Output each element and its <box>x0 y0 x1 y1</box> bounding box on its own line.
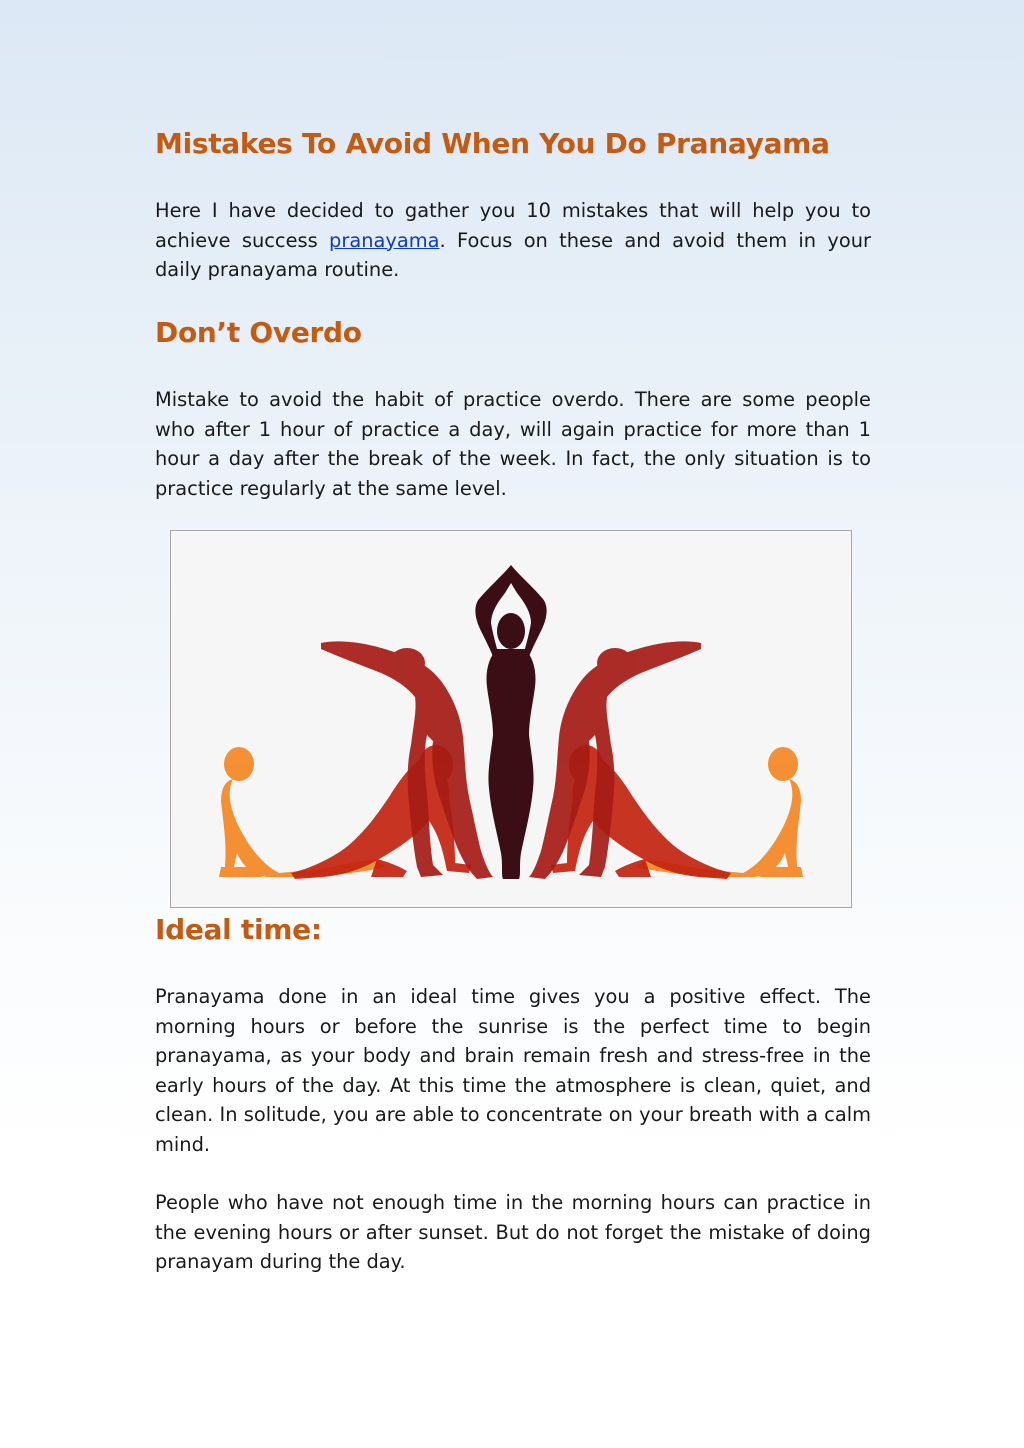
section-paragraph-evening-practice: People who have not enough time in the morning hours can practice in the evening hours or after sunset. But do not forget the mistake of doing pranayam during the day. <box>155 1191 871 1273</box>
yoga-poses-figure <box>170 530 852 908</box>
section-paragraph-dont-overdo: Mistake to avoid the habit of practice overdo. There are some people who after 1 hour of practice a day, will again practice for more than 1 hour a day after the break of the week. In fact, the only situation is to practice regularly at the same level. <box>155 388 871 500</box>
crimson-figure-right <box>529 641 701 879</box>
intro-text-after-link: . Focus on these and avoid them in your daily pranayama routine. <box>155 228 871 281</box>
intro-text-before-link: Here I have decided to gather you 10 mistakes that will help you to achieve success <box>155 199 871 252</box>
section-heading-ideal-time: Ideal time: <box>155 913 322 946</box>
intro-paragraph <box>155 196 871 285</box>
section-paragraph-ideal-time: Pranayama done in an ideal time gives you a positive effect. The morning hours or before the sunrise is the perfect time to begin pranayama, as your body and brain remain fresh and stress-free in the early hours of the day. At this time the atmosphere is clean, quiet, and clean. In solitude, you are able to concentrate on your breath with a calm mind. <box>155 985 871 1156</box>
center-figure <box>475 565 546 879</box>
crimson-figure-left <box>321 641 493 879</box>
yoga-poses-illustration <box>171 531 851 907</box>
page-title: Mistakes To Avoid When You Do Pranayama <box>155 127 830 160</box>
pranayama-link[interactable]: pranayama <box>329 228 440 252</box>
section-heading-dont-overdo: Don’t Overdo <box>155 316 362 349</box>
